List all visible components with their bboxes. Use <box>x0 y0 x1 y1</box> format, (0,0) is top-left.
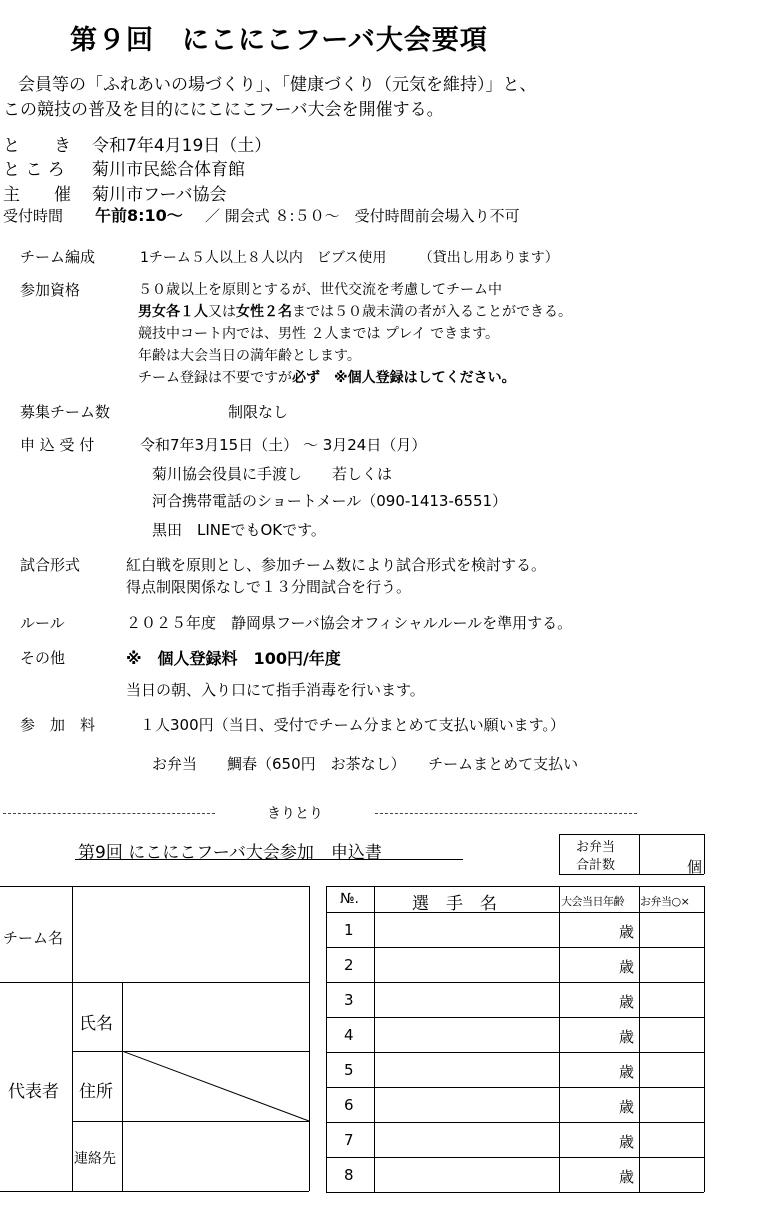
eligibility-bold-2: 女性２名 <box>236 304 292 320</box>
header-bento: お弁当○× <box>640 895 690 908</box>
apply-line-1: 令和7年3月15日（土） ～ 3月24日（月） <box>140 436 427 454</box>
players-table-header-line <box>326 912 704 913</box>
team-value: 1チーム５人以上８人以内 ビブス使用 （貸出し用あります） <box>140 250 559 266</box>
apply-label: 申 込 受 付 <box>20 436 95 454</box>
player-bento-input[interactable] <box>641 1159 702 1190</box>
eligibility-line-1: ５０歳以上を原則とするが、世代交流を考慮してチーム中 <box>138 282 502 298</box>
players-table-top <box>326 886 704 887</box>
fee-line-2: お弁当 鯛春（650円 お茶なし） チームまとめて支払い <box>152 755 579 773</box>
eligibility-line-4: 年齢は大会当日の満年齢とします。 <box>138 348 361 364</box>
players-table-col-line <box>704 886 705 1192</box>
age-unit: 歳 <box>619 958 635 976</box>
header-no: №. <box>340 891 360 907</box>
bento-unit: 個 <box>687 858 703 876</box>
bento-box-left <box>559 834 560 874</box>
players-table-row-line <box>326 982 704 983</box>
player-name-input[interactable] <box>376 914 557 945</box>
info-host-label: 主 催 <box>3 185 71 205</box>
cutline-right <box>375 813 637 814</box>
rep-name-input[interactable] <box>124 984 307 1049</box>
team-name-label: チーム名 <box>3 929 64 947</box>
player-name-input[interactable] <box>376 1019 557 1050</box>
player-bento-input[interactable] <box>641 914 702 945</box>
format-line-2: 得点制限関係なしで１３分間試合を行う。 <box>126 578 412 596</box>
eligibility-note: チーム登録は不要ですが <box>138 370 292 386</box>
format-line-1: 紅白戦を原則とし、参加チーム数により試合形式を検討する。 <box>126 556 547 574</box>
apply-line-3: 河合携帯電話のショートメール（090-1413-6551） <box>152 492 508 510</box>
player-name-input[interactable] <box>376 984 557 1015</box>
fee-label: 参 加 料 <box>20 716 96 734</box>
players-table-row-line <box>326 947 704 948</box>
eligibility-line-5 <box>138 367 516 387</box>
bento-box-top <box>559 834 704 835</box>
team-name-input[interactable] <box>74 888 307 980</box>
table-row-number: 6 <box>344 1096 354 1114</box>
page-title: 第９回 にこにこフーバ大会要項 <box>70 25 488 56</box>
bento-label-2: 合計数 <box>576 858 616 873</box>
rules-value: ２０２５年度 静岡県フーバ協会オフィシャルルールを準用する。 <box>126 614 573 632</box>
cutline-left <box>3 813 215 814</box>
left-table-col-1 <box>72 886 73 1191</box>
player-bento-input[interactable] <box>641 949 702 980</box>
player-name-input[interactable] <box>376 1089 557 1120</box>
info-date-label: と き <box>3 136 71 156</box>
players-table-row-line <box>326 1122 704 1123</box>
recruit-value: 制限なし <box>228 403 289 421</box>
player-bento-input[interactable] <box>641 1124 702 1155</box>
rep-contact-input[interactable] <box>124 1123 307 1189</box>
left-table-top <box>0 886 309 887</box>
eligibility-text-2: までは５０歳未満の者が入ることができる。 <box>292 304 572 320</box>
age-unit: 歳 <box>619 1133 635 1151</box>
age-unit: 歳 <box>619 993 635 1011</box>
players-table-row-line <box>326 1192 704 1193</box>
age-unit: 歳 <box>619 1168 635 1186</box>
reception-rest: ／ 開会式 ８:５０～ 受付時間前会場入り不可 <box>205 207 520 225</box>
player-bento-input[interactable] <box>641 1054 702 1085</box>
players-table-row-line <box>326 1157 704 1158</box>
eligibility-line-2 <box>138 301 572 321</box>
form-title-underline <box>75 859 463 860</box>
other-line-1: ※ 個人登録料 100円/年度 <box>126 649 341 668</box>
player-bento-input[interactable] <box>641 984 702 1015</box>
table-row-number: 5 <box>344 1061 354 1079</box>
intro-line-2: この競技の普及を目的ににこにこフーバ大会を開催する。 <box>3 100 444 120</box>
table-row-number: 7 <box>344 1131 354 1149</box>
rep-contact-label: 連絡先 <box>74 1151 116 1167</box>
rep-label: 代表者 <box>8 1082 59 1102</box>
reception-time: 午前8:10～ <box>95 206 183 225</box>
player-name-input[interactable] <box>376 1159 557 1190</box>
age-unit: 歳 <box>619 1028 635 1046</box>
bento-total-input[interactable] <box>640 855 692 872</box>
info-date-value: 令和7年4月19日（土） <box>92 136 272 156</box>
rep-address-label: 住所 <box>79 1082 113 1102</box>
players-table-col-line <box>559 886 560 1192</box>
eligibility-bold-1: 男女各１人 <box>138 304 208 320</box>
table-row-number: 2 <box>344 956 354 974</box>
rep-name-label: 氏名 <box>79 1014 113 1034</box>
table-row-number: 8 <box>344 1166 354 1184</box>
players-table-row-line <box>326 1017 704 1018</box>
bento-label-1: お弁当 <box>576 840 616 855</box>
table-row-number: 1 <box>344 921 354 939</box>
info-place-value: 菊川市民総合体育館 <box>92 160 245 180</box>
age-unit: 歳 <box>619 1098 635 1116</box>
apply-line-2: 菊川協会役員に手渡し 若しくは <box>152 465 393 483</box>
eligibility-line-3: 競技中コート内では、男性 ２人までは プレイ できます。 <box>138 326 499 342</box>
apply-line-4: 黒田 LINEでもOKです。 <box>152 521 326 539</box>
header-age: 大会当日年齢 <box>561 895 624 908</box>
left-table-row-1 <box>0 982 309 983</box>
reception-label: 受付時間 <box>3 207 64 225</box>
age-unit: 歳 <box>619 923 635 941</box>
eligibility-text-1: 又は <box>208 304 236 320</box>
player-name-input[interactable] <box>376 1124 557 1155</box>
age-unit: 歳 <box>619 1063 635 1081</box>
team-label: チーム編成 <box>20 248 96 266</box>
left-table-bottom <box>0 1191 309 1192</box>
bento-box-bottom <box>559 874 704 875</box>
player-name-input[interactable] <box>376 949 557 980</box>
format-label: 試合形式 <box>20 556 81 574</box>
player-bento-input[interactable] <box>641 1089 702 1120</box>
header-player-name: 選 手 名 <box>412 894 497 914</box>
players-table-col-line <box>374 886 375 1192</box>
recruit-label: 募集チーム数 <box>20 403 111 421</box>
info-place-label: と こ ろ <box>3 160 65 180</box>
address-strike <box>122 1051 310 1122</box>
bento-box-right <box>704 834 705 874</box>
player-name-input[interactable] <box>376 1054 557 1085</box>
eligibility-must: 必ず ※個人登録はしてください。 <box>292 370 516 386</box>
other-line-2: 当日の朝、入り口にて指手消毒を行います。 <box>126 681 425 699</box>
players-table-col-line <box>326 886 327 1192</box>
table-row-number: 4 <box>344 1026 354 1044</box>
left-table-right <box>309 886 310 1191</box>
info-host-value: 菊川市フーバ協会 <box>92 185 227 205</box>
rules-label: ルール <box>20 614 65 632</box>
player-bento-input[interactable] <box>641 1019 702 1050</box>
players-table-col-line <box>639 886 640 1192</box>
table-row-number: 3 <box>344 991 354 1009</box>
players-table-row-line <box>326 1052 704 1053</box>
players-table-row-line <box>326 1087 704 1088</box>
cutline-label: きりとり <box>267 806 323 822</box>
intro-line-1: 会員等の「ふれあいの場づくり」、「健康づくり（元気を維持）」と、 <box>18 75 537 95</box>
other-label: その他 <box>20 649 66 667</box>
form-title: 第9回 にこにこフーバ大会参加 申込書 <box>78 843 382 863</box>
eligibility-label: 参加資格 <box>20 281 81 299</box>
fee-line-1: １人300円（当日、受付でチーム分まとめて支払い願います。） <box>140 716 565 734</box>
